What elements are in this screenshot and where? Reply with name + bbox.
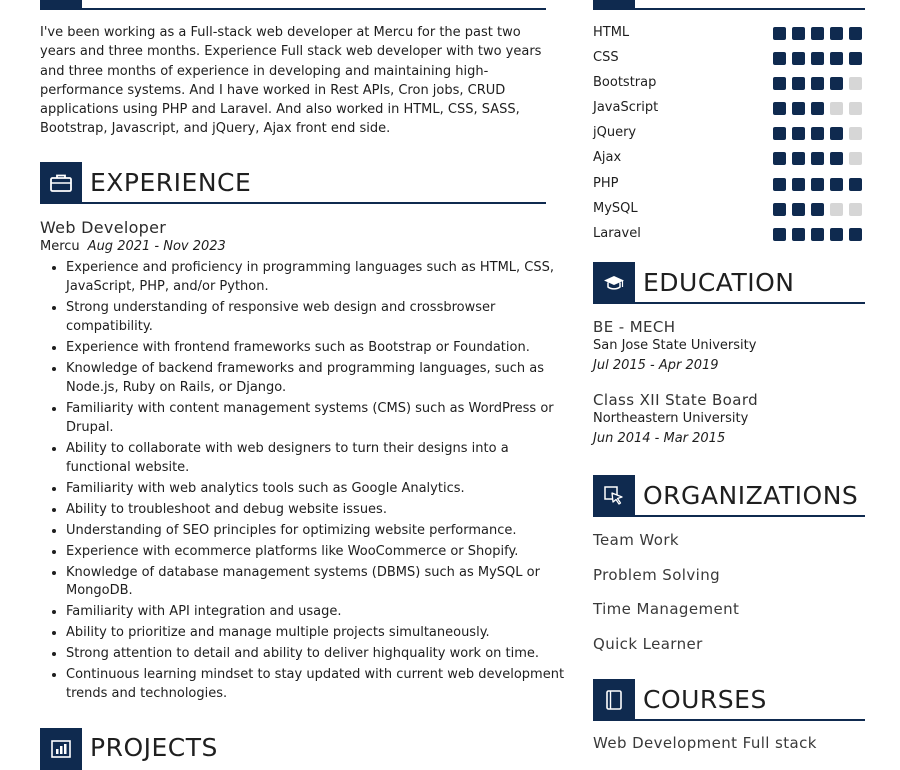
skill-name: MySQL bbox=[593, 200, 638, 216]
skill-row bbox=[593, 98, 868, 123]
skill-name: jQuery bbox=[593, 125, 637, 141]
rating-dot-filled bbox=[830, 127, 843, 140]
skills-rule bbox=[635, 8, 865, 10]
job-meta bbox=[40, 239, 226, 254]
list-item: • Experience with ecommerce platforms like WooCommerce or Shopify. bbox=[66, 543, 571, 562]
skill-row bbox=[593, 23, 868, 48]
skill-name: PHP bbox=[593, 175, 619, 191]
rating-dot-filled bbox=[811, 152, 824, 165]
rating-dot-filled bbox=[830, 152, 843, 165]
skill-row bbox=[593, 174, 868, 199]
rating-dot-filled bbox=[773, 52, 786, 65]
graduation-cap-icon bbox=[593, 262, 635, 304]
skill-name: Bootstrap bbox=[593, 75, 657, 91]
skill-rating bbox=[773, 152, 862, 165]
list-item: • Ability to collaborate with web designers to turn their designs into a functional website. bbox=[66, 440, 571, 478]
rating-dot-filled bbox=[849, 178, 862, 191]
list-item: • Understanding of SEO principles for optimizing website performance. bbox=[66, 522, 571, 541]
rating-dot-filled bbox=[792, 102, 805, 115]
list-item: • Ability to prioritize and manage multiple projects simultaneously. bbox=[66, 624, 571, 643]
organization-item: Team Work bbox=[593, 531, 679, 549]
education-dates: Jul 2015 - Apr 2019 bbox=[593, 358, 719, 373]
rating-dot-filled bbox=[849, 228, 862, 241]
rating-dot-filled bbox=[792, 178, 805, 191]
skill-rating bbox=[773, 228, 862, 241]
rating-dot-filled bbox=[811, 203, 824, 216]
experience-rule bbox=[82, 202, 546, 204]
education-school: San Jose State University bbox=[593, 338, 757, 353]
list-item: • Familiarity with web analytics tools such as Google Analytics. bbox=[66, 480, 571, 499]
projects-heading: PROJECTS bbox=[90, 733, 218, 762]
rating-dot-filled bbox=[830, 27, 843, 40]
skill-row bbox=[593, 148, 868, 173]
rating-dot-filled bbox=[811, 102, 824, 115]
skill-name: Ajax bbox=[593, 150, 622, 166]
organizations-heading: ORGANIZATIONS bbox=[643, 481, 859, 510]
skill-rating bbox=[773, 102, 862, 115]
summary-rule bbox=[82, 8, 546, 10]
course-item: Web Development Full stack bbox=[593, 734, 817, 752]
rating-dot-filled bbox=[792, 127, 805, 140]
skill-row bbox=[593, 224, 868, 249]
rating-dot-filled bbox=[773, 27, 786, 40]
chart-icon bbox=[40, 728, 82, 770]
rating-dot-filled bbox=[792, 52, 805, 65]
list-item: • Knowledge of database management systems (DBMS) such as MySQL or MongoDB. bbox=[66, 564, 571, 602]
rating-dot-filled bbox=[811, 178, 824, 191]
skill-name: HTML bbox=[593, 25, 630, 40]
rating-dot-empty bbox=[849, 152, 862, 165]
rating-dot-filled bbox=[830, 77, 843, 90]
education-dates: Jun 2014 - Mar 2015 bbox=[593, 431, 726, 446]
rating-dot-filled bbox=[811, 77, 824, 90]
organization-item: Time Management bbox=[593, 600, 740, 618]
experience-bullets bbox=[40, 259, 571, 706]
rating-dot-filled bbox=[811, 127, 824, 140]
skill-rating bbox=[773, 27, 862, 40]
rating-dot-empty bbox=[849, 127, 862, 140]
briefcase-icon bbox=[40, 162, 82, 204]
organizations-rule bbox=[635, 515, 865, 517]
rating-dot-filled bbox=[811, 52, 824, 65]
rating-dot-filled bbox=[773, 152, 786, 165]
summary-text: I've been working as a Full-stack web developer at Mercu for the past two years and three months. Experience Full stack web developer with two years and three months of experience in developing and maintaining high-performance systems. And I have worked in Rest APIs, Cron jobs, CRUD applications using PHP and Laravel. And also worked in HTML, CSS, SASS, Bootstrap, Javascript, and jQuery, Ajax front end side. bbox=[40, 25, 542, 137]
education-degree: BE - MECH bbox=[593, 318, 676, 336]
skill-rating bbox=[773, 203, 862, 216]
rating-dot-filled bbox=[773, 178, 786, 191]
rating-dot-filled bbox=[792, 77, 805, 90]
organization-item: Quick Learner bbox=[593, 635, 703, 653]
rating-dot-filled bbox=[849, 52, 862, 65]
list-item: • Strong attention to detail and ability to deliver highquality work on time. bbox=[66, 645, 571, 664]
skill-name: JavaScript bbox=[593, 100, 659, 116]
rating-dot-filled bbox=[830, 228, 843, 241]
rating-dot-empty bbox=[849, 102, 862, 115]
rating-dot-filled bbox=[792, 203, 805, 216]
list-item: • Familiarity with API integration and usage. bbox=[66, 603, 571, 622]
skills-list bbox=[593, 23, 868, 249]
courses-rule bbox=[635, 719, 865, 721]
rating-dot-filled bbox=[830, 52, 843, 65]
rating-dot-filled bbox=[792, 152, 805, 165]
skill-row bbox=[593, 48, 868, 73]
summary-icon-box-remnant bbox=[40, 0, 82, 10]
skill-rating bbox=[773, 127, 862, 140]
rating-dot-filled bbox=[792, 228, 805, 241]
skill-rating bbox=[773, 77, 862, 90]
list-item: • Familiarity with content management systems (CMS) such as WordPress or Drupal. bbox=[66, 400, 571, 438]
experience-heading: EXPERIENCE bbox=[90, 168, 252, 197]
rating-dot-filled bbox=[773, 228, 786, 241]
skill-row bbox=[593, 123, 868, 148]
rating-dot-filled bbox=[849, 27, 862, 40]
rating-dot-empty bbox=[849, 77, 862, 90]
courses-heading: COURSES bbox=[643, 685, 767, 714]
rating-dot-filled bbox=[773, 203, 786, 216]
education-degree: Class XII State Board bbox=[593, 391, 759, 409]
rating-dot-empty bbox=[849, 203, 862, 216]
rating-dot-filled bbox=[773, 77, 786, 90]
cursor-icon bbox=[593, 475, 635, 517]
skill-name: Laravel bbox=[593, 225, 641, 241]
rating-dot-filled bbox=[773, 102, 786, 115]
skill-name: CSS bbox=[593, 50, 619, 66]
rating-dot-filled bbox=[811, 228, 824, 241]
job-dates: Aug 2021 - Nov 2023 bbox=[87, 239, 226, 254]
skill-row bbox=[593, 73, 868, 98]
rating-dot-empty bbox=[830, 102, 843, 115]
skill-rating bbox=[773, 178, 862, 191]
job-title: Web Developer bbox=[40, 218, 167, 237]
list-item: • Experience with frontend frameworks such as Bootstrap or Foundation. bbox=[66, 339, 571, 358]
list-item: • Strong understanding of responsive web design and crossbrowser compatibility. bbox=[66, 299, 571, 337]
education-rule bbox=[635, 302, 865, 304]
rating-dot-empty bbox=[830, 203, 843, 216]
organization-item: Problem Solving bbox=[593, 566, 721, 584]
education-school: Northeastern University bbox=[593, 411, 749, 426]
skill-rating bbox=[773, 52, 862, 65]
book-icon bbox=[593, 679, 635, 721]
company-name: Mercu bbox=[40, 239, 80, 254]
rating-dot-filled bbox=[811, 27, 824, 40]
skill-row bbox=[593, 199, 868, 224]
rating-dot-filled bbox=[830, 178, 843, 191]
rating-dot-filled bbox=[773, 127, 786, 140]
list-item: • Continuous learning mindset to stay updated with current web development trends and technologies. bbox=[66, 666, 571, 704]
list-item: • Experience and proficiency in programming languages such as HTML, CSS, JavaScript, PHP, and/or Python. bbox=[66, 259, 571, 297]
list-item: • Knowledge of backend frameworks and programming languages, such as Node.js, Ruby on Rails, or Django. bbox=[66, 360, 571, 398]
education-heading: EDUCATION bbox=[643, 268, 795, 297]
rating-dot-filled bbox=[792, 27, 805, 40]
skills-icon-box-remnant bbox=[593, 0, 635, 10]
list-item: • Ability to troubleshoot and debug website issues. bbox=[66, 501, 571, 520]
